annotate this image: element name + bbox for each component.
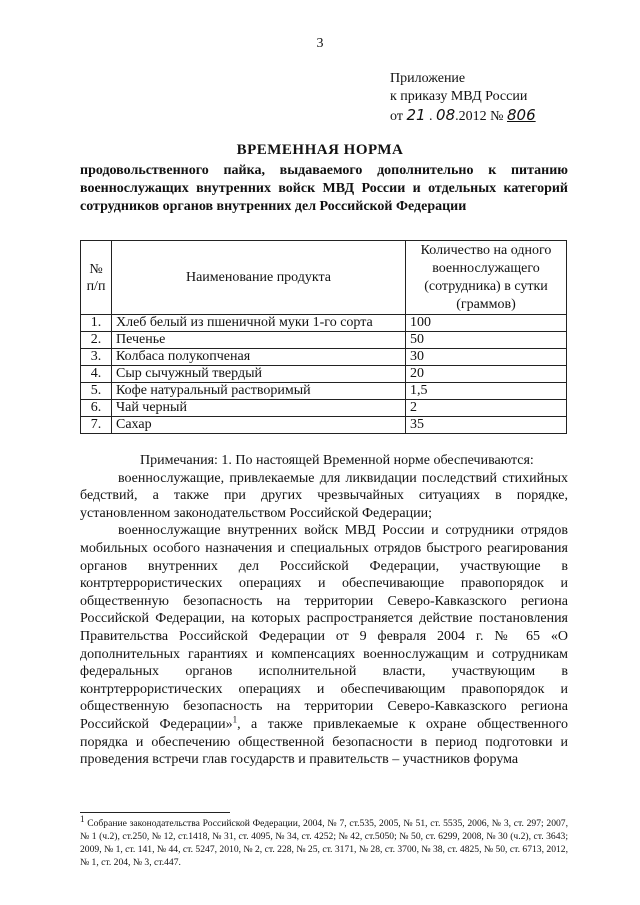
appendix-date-line: от 21 . 08.2012 № 806 (390, 106, 536, 124)
document-subtitle: продовольственного пайка, выдаваемого дополнительно к питанию военнослужащих внутренних войск МВД России и отдельных категорий сотрудников органов внутренних дел Российской Федерации (80, 163, 568, 214)
notes-paragraph-2-tail: , а также привлекаемые к охране общественного порядка и обеспечению общественной безопасности в период подготовки и проведения встречи глав государств и правительств – участников форума (80, 716, 568, 768)
notes-paragraph-2 (80, 522, 568, 768)
notes-heading: Примечания: 1. По настоящей Временной норме обеспечиваются: (140, 453, 534, 468)
row-product: Кофе натуральный растворимый (112, 383, 406, 400)
table-row (81, 383, 567, 400)
appendix-block (390, 70, 536, 126)
row-quantity: 35 (406, 417, 567, 434)
footnote-reference: 1 (232, 714, 238, 725)
footnote (80, 813, 568, 869)
notes-paragraph-2-text: военнослужащие внутренних войск МВД России и сотрудники отрядов мобильных особого назначения и специальных отрядов быстрого реагирования органов внутренних дел Российской Федерации, участвующие в контртеррористических операциях и обеспечивающие правопорядок и общественную безопасность на территории Северо-Кавказского региона Российской Федерации, на которых распространяется действие постановления Правительства Российской Федерации от 9 февраля 2004 г. № 65 «О дополнительных гарантиях и компенсациях военнослужащим и сотрудникам федеральных органов исполнительной власти, участвующим в контртеррористических операциях и обеспечивающим правопорядок и общественную безопасность на территории Северо-Кавказского региона Российской Федерации» (80, 523, 568, 732)
row-product: Сахар (112, 417, 406, 434)
document-title: ВРЕМЕННАЯ НОРМА (236, 142, 404, 158)
appendix-order-ref: к приказу МВД России (390, 89, 528, 104)
appendix-label: Приложение (390, 71, 466, 86)
row-product: Сыр сычужный твердый (112, 366, 406, 383)
table-row (81, 366, 567, 383)
row-product: Колбаса полукопченая (112, 349, 406, 366)
header-product: Наименование продукта (112, 241, 406, 315)
row-number: 4. (81, 366, 112, 383)
row-number: 3. (81, 349, 112, 366)
footnote-text: Собрание законодательства Российской Федерации, 2004, № 7, ст.535, 2005, № 51, ст. 5535, 2006, № 3, ст. 297; 2007, № 1 (ч.2), ст.250, № 12, ст.1418, № 31, ст. 4095, № 34, ст. 4252; № 42, ст.5050; № 50, ст. 6299, 2008, № 30 (ч.2), ст. 3643; 2009, № 1, ст. 141, № 44, ст. 5247, 2010, № 2, ст. 228, № 25, ст. 3171, № 28, ст. 3700, № 38, ст. 4825, № 50, ст. 6713, 2012, № 1, ст. 204, № 3, ст.447. (80, 818, 568, 868)
footnote-divider (80, 812, 230, 813)
row-number: 6. (81, 400, 112, 417)
table-row (81, 417, 567, 434)
date-prefix: от (390, 109, 403, 124)
row-quantity: 1,5 (406, 383, 567, 400)
number-sign: № (490, 109, 504, 124)
row-product: Печенье (112, 332, 406, 349)
row-quantity: 30 (406, 349, 567, 366)
row-product: Хлеб белый из пшеничной муки 1-го сорта (112, 315, 406, 332)
header-quantity: Количество на одного военнослужащего (сотрудника) в сутки (граммов) (406, 241, 567, 315)
footnote-mark: 1 (80, 813, 85, 824)
table-row (81, 400, 567, 417)
notes-section (80, 452, 568, 769)
row-number: 7. (81, 417, 112, 434)
row-quantity: 2 (406, 400, 567, 417)
table-row (81, 315, 567, 332)
date-month-handwritten: 08 (436, 106, 456, 124)
row-quantity: 100 (406, 315, 567, 332)
order-number-handwritten: 806 (506, 106, 536, 124)
table-header-row (81, 241, 567, 315)
date-day-handwritten: 21 (406, 106, 426, 124)
page-number: 3 (316, 36, 324, 51)
row-quantity: 50 (406, 332, 567, 349)
row-quantity: 20 (406, 366, 567, 383)
row-number: 1. (81, 315, 112, 332)
ration-norm-table (80, 240, 567, 434)
row-number: 5. (81, 383, 112, 400)
table-row (81, 349, 567, 366)
row-number: 2. (81, 332, 112, 349)
row-product: Чай черный (112, 400, 406, 417)
date-year: .2012 (455, 109, 487, 124)
table-row (81, 332, 567, 349)
header-number: № п/п (81, 241, 112, 315)
notes-paragraph-1: военнослужащие, привлекаемые для ликвидации последствий стихийных бедствий, а также при других чрезвычайных ситуациях в порядке, установленном законодательством Российской Федерации; (80, 470, 568, 521)
